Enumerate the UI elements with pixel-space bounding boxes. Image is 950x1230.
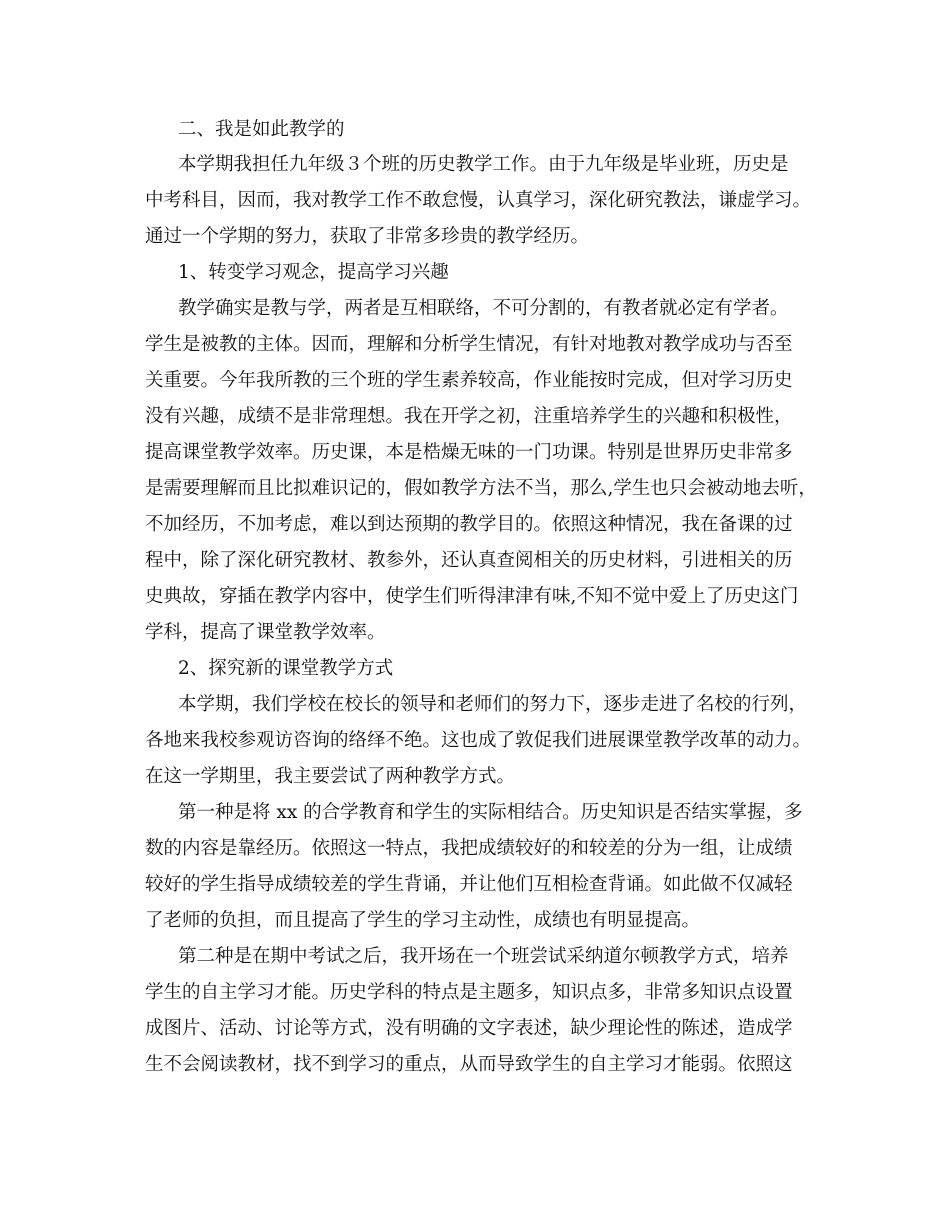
subsection-heading: 1、转变学习观念，提高学习兴趣: [178, 262, 449, 283]
paragraph-line: 提高课堂教学效率。历史课，本是梏燥无味的一门功课。特别是世界历史非常多: [145, 442, 793, 463]
paragraph-line: 在这一学期里，我主要尝试了两种教学方式。: [145, 766, 516, 787]
paragraph-line: 成图片、活动、讨论等方式，没有明确的文字表述，缺少理论性的陈述，造成学: [145, 1018, 793, 1039]
paragraph-line: 生不会阅读教材，找不到学习的重点，从而导致学生的自主学习才能弱。依照这: [145, 1054, 793, 1075]
paragraph-line: 本学期，我们学校在校长的领导和老师们的努力下，逐步走进了名校的行列，: [178, 694, 808, 715]
paragraph-line: 各地来我校参观访咨询的络绎不绝。这也成了敦促我们进展课堂教学改革的动力。: [145, 730, 812, 751]
paragraph-line: 学生的自主学习才能。历史学科的特点是主题多，知识点多，非常多知识点设置: [145, 982, 793, 1003]
section-heading: 二、我是如此教学的: [178, 119, 345, 140]
paragraph-line: 是需要理解而且比拟难识记的，假如教学方法不当，那么,学生也只会被动地去听，: [145, 478, 817, 499]
subsection-heading: 2、探究新的课堂教学方式: [178, 658, 394, 679]
paragraph-line: 第一种是将 xx 的合学教育和学生的实际相结合。历史知识是否结实掌握，多: [178, 802, 803, 823]
paragraph-line: 中考科目，因而，我对教学工作不敢怠慢，认真学习，深化研究教法，谦虚学习。: [145, 190, 812, 211]
paragraph-line: 学科，提高了课堂教学效率。: [145, 622, 386, 643]
paragraph-line: 不加经历，不加考虑，难以到达预期的教学目的。依照这种情况，我在备课的过: [145, 514, 793, 535]
paragraph-line: 数的内容是靠经历。依照这一特点，我把成绩较好的和较差的分为一组，让成绩: [145, 838, 793, 859]
paragraph-line: 没有兴趣，成绩不是非常理想。我在开学之初，注重培养学生的兴趣和积极性，: [145, 406, 793, 427]
paragraph-line: 程中，除了深化研究教材、教参外，还认真查阅相关的历史材料，引进相关的历: [145, 550, 793, 571]
paragraph-line: 第二种是在期中考试之后，我开场在一个班尝试采纳道尔顿教学方式，培养: [178, 946, 789, 967]
paragraph-line: 通过一个学期的努力，获取了非常多珍贵的教学经历。: [145, 226, 590, 247]
paragraph-line: 较好的学生指导成绩较差的学生背诵，并让他们互相检查背诵。如此做不仅减轻: [145, 874, 793, 895]
paragraph-line: 本学期我担任九年级３个班的历史教学工作。由于九年级是毕业班，历史是: [178, 154, 789, 175]
paragraph-line: 史典故，穿插在教学内容中，使学生们听得津津有味,不知不觉中爱上了历史这门: [145, 586, 799, 607]
paragraph-line: 了老师的负担，而且提高了学生的学习主动性，成绩也有明显提高。: [145, 910, 701, 931]
paragraph-line: 学生是被教的主体。因而，理解和分析学生情况，有针对地教对教学成功与否至: [145, 334, 793, 355]
paragraph-line: 关重要。今年我所教的三个班的学生素养较高，作业能按时完成，但对学习历史: [145, 370, 793, 391]
paragraph-line: 教学确实是教与学，两者是互相联络，不可分割的，有教者就必定有学者。: [178, 298, 789, 319]
